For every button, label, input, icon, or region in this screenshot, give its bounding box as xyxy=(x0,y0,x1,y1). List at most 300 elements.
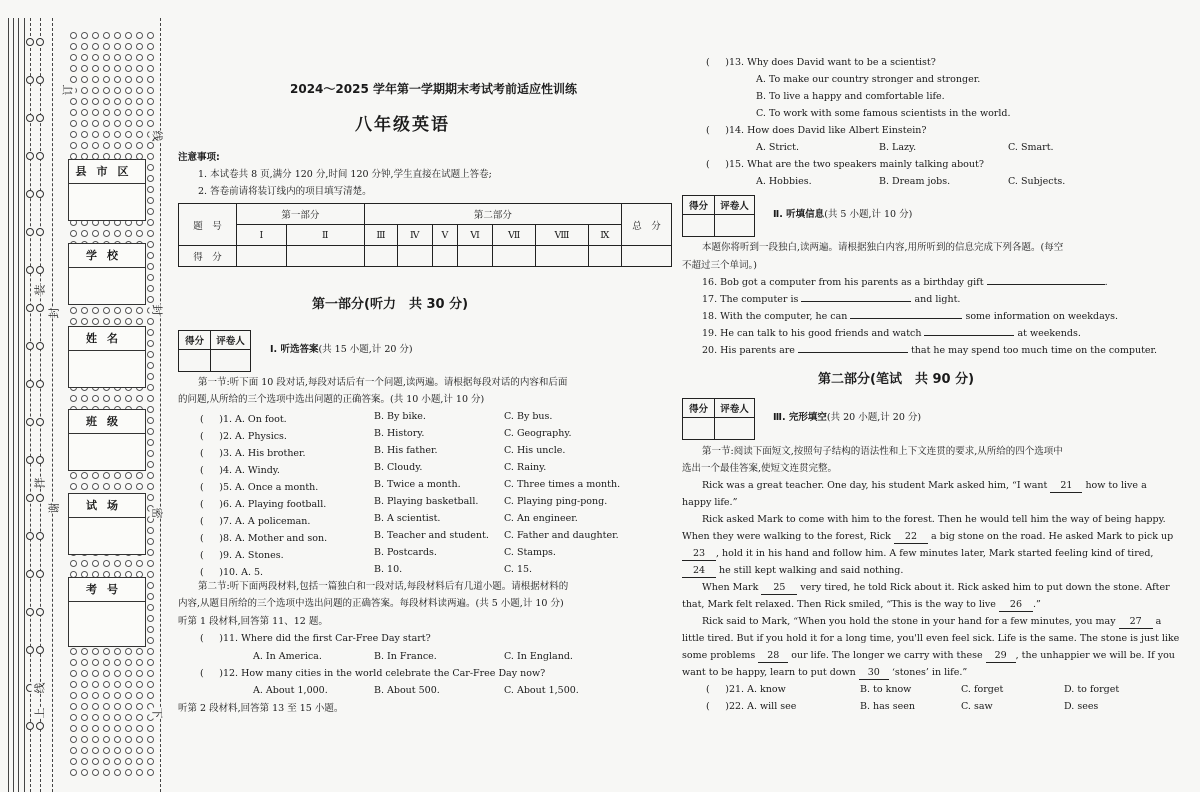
cut-mark: 拌 xyxy=(33,477,47,489)
binding-dot xyxy=(103,736,110,743)
binding-dot xyxy=(147,417,154,424)
fill-17 xyxy=(702,294,960,306)
passage-line xyxy=(702,582,1170,595)
fill-18-text-a: 18. With the computer, he can xyxy=(702,311,848,322)
q10-stem[interactable]: ( )10. A. 5. xyxy=(200,567,264,578)
blank-21[interactable]: 21 xyxy=(1050,480,1082,493)
binding-dot xyxy=(103,98,110,105)
county-label: 县市区 xyxy=(69,160,145,184)
binding-dot xyxy=(136,560,143,567)
binding-dot xyxy=(114,109,121,116)
binding-dot xyxy=(81,648,88,655)
binding-dot xyxy=(114,747,121,754)
binding-hole xyxy=(26,266,34,274)
binding-hole xyxy=(26,570,34,578)
numeral-cell: Ⅲ xyxy=(364,225,397,246)
binding-dot xyxy=(147,32,154,39)
binding-dot xyxy=(125,714,132,721)
binding-dot xyxy=(114,120,121,127)
binding-dot xyxy=(147,362,154,369)
binding-dot xyxy=(136,98,143,105)
binding-dot xyxy=(147,769,154,776)
binding-hole xyxy=(36,152,44,160)
binding-dot xyxy=(136,318,143,325)
binding-dot xyxy=(125,109,132,116)
binding-dot xyxy=(147,175,154,182)
binding-hole xyxy=(36,304,44,312)
q3-stem[interactable]: ( )3. A. His brother. xyxy=(200,448,306,459)
binding-dot xyxy=(147,98,154,105)
fill-20-blank[interactable] xyxy=(798,352,908,353)
binding-dot xyxy=(147,395,154,402)
binding-dot xyxy=(81,307,88,314)
binding-dot xyxy=(81,54,88,61)
binding-dot xyxy=(92,483,99,490)
binding-dot xyxy=(147,373,154,380)
blank-22[interactable]: 22 xyxy=(894,531,928,544)
binding-dot xyxy=(136,648,143,655)
binding-dot xyxy=(81,131,88,138)
binding-dot xyxy=(92,758,99,765)
score-input[interactable] xyxy=(492,246,535,267)
binding-dot xyxy=(92,307,99,314)
binding-dot xyxy=(114,769,121,776)
binding-dot xyxy=(136,76,143,83)
q10-option-b[interactable]: B. 10. xyxy=(374,564,403,575)
binding-dot xyxy=(70,560,77,567)
binding-dot xyxy=(136,65,143,72)
blank-30[interactable]: 30 xyxy=(859,667,889,680)
binding-dot xyxy=(114,54,121,61)
subject-title: 八年级英语 xyxy=(355,115,450,135)
q7-option-b[interactable]: B. A scientist. xyxy=(374,513,441,524)
binding-dot xyxy=(125,131,132,138)
binding-dot xyxy=(70,648,77,655)
q22-option-b[interactable]: B. has seen xyxy=(860,701,915,712)
passage-text: Rick said to Mark, “When you hold the stone in your hand for a few minutes, you may xyxy=(702,616,1116,627)
binding-dot xyxy=(147,439,154,446)
fill-17-text-a: 17. The computer is xyxy=(702,294,799,305)
total-input[interactable] xyxy=(622,246,672,267)
binding-dot xyxy=(114,758,121,765)
binding-dot xyxy=(92,43,99,50)
binding-hole xyxy=(26,304,34,312)
blank-27[interactable]: 27 xyxy=(1119,616,1153,629)
q15-option-a[interactable]: A. Hobbies. xyxy=(756,176,812,187)
score-input[interactable] xyxy=(398,246,432,267)
blank-23[interactable]: 23 xyxy=(682,548,716,561)
q11-stem[interactable]: ( )11. Where did the first Car-Free Day start? xyxy=(200,633,431,644)
q13-stem[interactable]: ( )13. Why does David want to be a scientist? xyxy=(706,57,936,68)
passage-text: When Mark xyxy=(702,582,759,593)
q8-stem[interactable]: ( )8. A. Mother and son. xyxy=(200,533,328,544)
q4-option-b[interactable]: B. Cloudy. xyxy=(374,462,423,473)
q2-stem[interactable]: ( )2. A. Physics. xyxy=(200,431,287,442)
class-field[interactable] xyxy=(68,409,146,471)
q3-option-b[interactable]: B. His father. xyxy=(374,445,438,456)
q13-option-a[interactable]: A. To make our country stronger and stronger. xyxy=(756,74,981,85)
binding-dot xyxy=(92,747,99,754)
binding-dot xyxy=(147,692,154,699)
q11-option-b[interactable]: B. In France. xyxy=(374,651,437,662)
q8-option-c[interactable]: C. Father and daughter. xyxy=(504,530,619,541)
binding-dot xyxy=(103,142,110,149)
binding-dot xyxy=(103,32,110,39)
binding-dot xyxy=(114,736,121,743)
exam-number-label: 考号 xyxy=(69,578,145,602)
binding-dot xyxy=(114,681,121,688)
binding-dot xyxy=(136,703,143,710)
binding-dot xyxy=(147,681,154,688)
binding-dot xyxy=(136,670,143,677)
binding-dot xyxy=(81,670,88,677)
exam-room-field[interactable] xyxy=(68,493,146,555)
binding-hole xyxy=(26,342,34,350)
binding-line xyxy=(8,18,9,792)
fill-19-blank[interactable] xyxy=(924,335,1014,336)
binding-dot xyxy=(136,54,143,61)
jie1-line-a: 第一节:听下面 10 段对话,每段对话后有一个问题,读两遍。请根据每段对话的内容和后面 xyxy=(198,377,568,388)
class-label: 班级 xyxy=(69,410,145,434)
binding-hole xyxy=(36,456,44,464)
binding-dot xyxy=(125,142,132,149)
binding-dot xyxy=(81,769,88,776)
passage-text: a xyxy=(1155,616,1162,627)
q4-stem[interactable]: ( )4. A. Windy. xyxy=(200,465,280,476)
q2-option-b[interactable]: B. History. xyxy=(374,428,425,439)
grader-name-input[interactable] xyxy=(211,350,251,372)
binding-dot xyxy=(136,131,143,138)
q21-option-c[interactable]: C. forget xyxy=(961,684,1004,695)
binding-dot xyxy=(92,472,99,479)
fill-20-text-a: 20. His parents are xyxy=(702,345,795,356)
binding-dot xyxy=(70,659,77,666)
binding-dot xyxy=(70,758,77,765)
binding-dot xyxy=(147,758,154,765)
passage-text: , the unhappier we will be. If you xyxy=(1015,650,1175,661)
binding-dot xyxy=(114,142,121,149)
binding-dot xyxy=(92,65,99,72)
passage-text: that, Mark felt relaxed. Then Rick smiled, “This is the way to live xyxy=(682,599,996,610)
passage-text: our life. The longer we carry with these xyxy=(791,650,983,661)
binding-dot xyxy=(70,395,77,402)
grader-score-input[interactable] xyxy=(179,350,211,372)
binding-dot xyxy=(70,769,77,776)
binding-dot xyxy=(92,131,99,138)
binding-dot xyxy=(81,747,88,754)
binding-dot xyxy=(70,670,77,677)
binding-dot xyxy=(147,472,154,479)
q22-option-c[interactable]: C. saw xyxy=(961,701,993,712)
q15-option-c[interactable]: C. Subjects. xyxy=(1008,176,1066,187)
score-input[interactable] xyxy=(286,246,364,267)
passage-text: very tired, he told Rick about it. Rick asked him to put down the stone. After xyxy=(800,582,1170,593)
binding-dot xyxy=(81,142,88,149)
binding-dot xyxy=(81,714,88,721)
binding-dot xyxy=(103,747,110,754)
binding-dot xyxy=(147,109,154,116)
binding-dot xyxy=(81,560,88,567)
binding-dot xyxy=(114,76,121,83)
q5-option-b[interactable]: B. Twice a month. xyxy=(374,479,461,490)
score-input[interactable] xyxy=(364,246,397,267)
binding-dot xyxy=(136,395,143,402)
binding-dot xyxy=(147,142,154,149)
section3-note: (共 20 小题,计 20 分) xyxy=(826,412,922,423)
q11-option-c[interactable]: C. In England. xyxy=(504,651,573,662)
blank-29[interactable]: 29 xyxy=(986,650,1016,663)
binding-dot xyxy=(147,285,154,292)
numeral-cell: Ⅷ xyxy=(536,225,588,246)
binding-dot xyxy=(81,703,88,710)
binding-hole xyxy=(36,532,44,540)
binding-hole xyxy=(36,380,44,388)
q11-option-a[interactable]: A. In America. xyxy=(253,651,322,662)
binding-dot xyxy=(70,65,77,72)
binding-dot xyxy=(125,395,132,402)
q21-option-d[interactable]: D. to forget xyxy=(1064,684,1120,695)
binding-line xyxy=(24,18,25,792)
q22-stem[interactable]: ( )22. A. will see xyxy=(706,701,797,712)
binding-dot xyxy=(114,131,121,138)
binding-dot xyxy=(147,582,154,589)
fill-16-blank[interactable] xyxy=(987,284,1105,285)
binding-dot xyxy=(70,714,77,721)
binding-dot xyxy=(92,318,99,325)
binding-hole xyxy=(26,494,34,502)
grader-score-input[interactable] xyxy=(683,418,715,440)
county-field[interactable] xyxy=(68,159,146,221)
binding-dot xyxy=(81,692,88,699)
cut-mark: 装 xyxy=(33,284,47,296)
binding-dot xyxy=(125,76,132,83)
binding-hole xyxy=(26,114,34,122)
q14-option-c[interactable]: C. Smart. xyxy=(1008,142,1054,153)
score-input[interactable] xyxy=(588,246,621,267)
q1-option-b[interactable]: B. By bike. xyxy=(374,411,426,422)
grader-name-input[interactable] xyxy=(715,418,755,440)
blank-26[interactable]: 26 xyxy=(999,599,1033,612)
q7-option-c[interactable]: C. An engineer. xyxy=(504,513,578,524)
q12-option-b[interactable]: B. About 500. xyxy=(374,685,440,696)
binding-dot xyxy=(70,736,77,743)
binding-dot xyxy=(70,131,77,138)
binding-dot xyxy=(92,670,99,677)
cut-line xyxy=(52,18,53,792)
q9-stem[interactable]: ( )9. A. Stones. xyxy=(200,550,284,561)
q21-stem[interactable]: ( )21. A. know xyxy=(706,684,786,695)
exam-room-label: 试场 xyxy=(69,494,145,518)
cut-mark: 线 xyxy=(150,130,164,142)
binding-dot xyxy=(136,109,143,116)
binding-dot xyxy=(114,43,121,50)
q13-option-b[interactable]: B. To live a happy and comfortable life. xyxy=(756,91,945,102)
grader-name-input[interactable] xyxy=(715,215,755,237)
binding-dot xyxy=(147,197,154,204)
notice-2: 2. 答卷前请将装订线内的项目填写清楚。 xyxy=(198,186,372,197)
binding-dot xyxy=(125,54,132,61)
school-label: 学校 xyxy=(69,244,145,268)
binding-dot xyxy=(114,230,121,237)
binding-dot xyxy=(147,384,154,391)
binding-dot xyxy=(125,483,132,490)
passage-text: how to live a xyxy=(1085,480,1147,491)
q6-stem[interactable]: ( )6. A. Playing football. xyxy=(200,499,327,510)
binding-dot xyxy=(103,769,110,776)
binding-dot xyxy=(147,153,154,160)
binding-dot xyxy=(136,769,143,776)
passage-line xyxy=(682,650,1175,663)
q1-option-c[interactable]: C. By bus. xyxy=(504,411,553,422)
binding-dot xyxy=(103,109,110,116)
q8-option-b[interactable]: B. Teacher and student. xyxy=(374,530,489,541)
q15-stem[interactable]: ( )15. What are the two speakers mainly talking about? xyxy=(706,159,984,170)
binding-dot xyxy=(125,703,132,710)
q15-option-b[interactable]: B. Dream jobs. xyxy=(879,176,951,187)
q12-option-a[interactable]: A. About 1,000. xyxy=(253,685,328,696)
score-input[interactable] xyxy=(432,246,458,267)
binding-dot xyxy=(92,120,99,127)
name-label: 姓名 xyxy=(69,327,145,351)
score-input[interactable] xyxy=(458,246,493,267)
cut-mark: 下 xyxy=(150,707,164,719)
binding-dot xyxy=(81,758,88,765)
q1-stem[interactable]: ( )1. A. On foot. xyxy=(200,414,287,425)
passage-line: happy life.” xyxy=(682,497,738,508)
q9-option-b[interactable]: B. Postcards. xyxy=(374,547,437,558)
q9-option-c[interactable]: C. Stamps. xyxy=(504,547,556,558)
cut-mark: 密 xyxy=(150,507,164,519)
numeral-cell: Ⅴ xyxy=(432,225,458,246)
binding-dot xyxy=(147,538,154,545)
passage-line xyxy=(682,548,1153,561)
passage-line xyxy=(682,599,1041,612)
q3-option-c[interactable]: C. His uncle. xyxy=(504,445,566,456)
section2-inst-a: 本题你将听到一段独白,读两遍。请根据独白内容,用所听到的信息完成下列各题。(每空 xyxy=(702,242,1064,253)
binding-dot xyxy=(147,120,154,127)
binding-dot xyxy=(147,736,154,743)
q21-option-b[interactable]: B. to know xyxy=(860,684,912,695)
binding-dot xyxy=(103,318,110,325)
binding-dot xyxy=(114,670,121,677)
passage-line xyxy=(702,480,1147,493)
numeral-cell: Ⅸ xyxy=(588,225,621,246)
notice-1: 1. 本试卷共 8 页,满分 120 分,时间 120 分钟,学生直接在试题上答卷; xyxy=(198,169,492,180)
part1-title: 第一部分(听力 共 30 分) xyxy=(312,297,469,312)
binding-hole xyxy=(36,418,44,426)
score-input[interactable] xyxy=(237,246,287,267)
q14-option-a[interactable]: A. Strict. xyxy=(756,142,799,153)
q5-option-c[interactable]: C. Three times a month. xyxy=(504,479,621,490)
fill-18-blank[interactable] xyxy=(850,318,962,319)
blank-24[interactable]: 24 xyxy=(682,565,716,578)
binding-dot xyxy=(114,714,121,721)
binding-dot xyxy=(125,32,132,39)
grader-score-input[interactable] xyxy=(683,215,715,237)
binding-dot xyxy=(114,703,121,710)
grader-score-label: 得分 xyxy=(683,196,715,215)
binding-dot xyxy=(70,318,77,325)
binding-dot xyxy=(103,659,110,666)
q4-option-c[interactable]: C. Rainy. xyxy=(504,462,547,473)
binding-dot xyxy=(125,736,132,743)
binding-dot xyxy=(114,32,121,39)
binding-dot xyxy=(70,703,77,710)
q12-stem[interactable]: ( )12. How many cities in the world celebrate the Car-Free Day now? xyxy=(200,668,546,679)
binding-dot xyxy=(125,681,132,688)
binding-dot xyxy=(125,318,132,325)
cut-mark: 线 xyxy=(33,682,47,694)
exam-number-field[interactable] xyxy=(68,577,146,647)
binding-dot xyxy=(81,736,88,743)
binding-dot xyxy=(92,54,99,61)
binding-dot xyxy=(114,98,121,105)
q7-stem[interactable]: ( )7. A. A policeman. xyxy=(200,516,311,527)
q10-option-c[interactable]: C. 15. xyxy=(504,564,533,575)
school-field[interactable] xyxy=(68,243,146,305)
grader-box xyxy=(682,195,755,237)
cloze-inst-b: 选出一个最佳答案,使短文连贯完整。 xyxy=(682,463,838,474)
jie2-line-b: 内容,从题目所给的三个选项中选出问题的正确答案。每段材料读两遍。(共 5 小题,计 10 分) xyxy=(178,598,564,609)
binding-hole xyxy=(26,532,34,540)
q6-option-b[interactable]: B. Playing basketball. xyxy=(374,496,479,507)
binding-dot xyxy=(103,483,110,490)
binding-dot xyxy=(81,109,88,116)
binding-hole xyxy=(36,494,44,502)
binding-dot xyxy=(125,560,132,567)
binding-hole xyxy=(26,228,34,236)
binding-dot xyxy=(147,54,154,61)
section1-title: Ⅰ. 听选答案 xyxy=(270,344,319,355)
blank-28[interactable]: 28 xyxy=(758,650,788,663)
q2-option-c[interactable]: C. Geography. xyxy=(504,428,572,439)
cut-mark: 封 xyxy=(150,304,164,316)
binding-dot xyxy=(70,681,77,688)
binding-dot xyxy=(103,725,110,732)
binding-dot xyxy=(147,494,154,501)
q13-option-c[interactable]: C. To work with some famous scientists in the world. xyxy=(756,108,1011,119)
binding-hole xyxy=(26,418,34,426)
binding-dot xyxy=(103,131,110,138)
q5-stem[interactable]: ( )5. A. Once a month. xyxy=(200,482,319,493)
blank-25[interactable]: 25 xyxy=(761,582,797,595)
score-input[interactable] xyxy=(536,246,588,267)
binding-dot xyxy=(70,142,77,149)
binding-dot xyxy=(147,87,154,94)
binding-dot xyxy=(114,483,121,490)
jie2-line-a: 第二节:听下面两段材料,包括一篇独白和一段对话,每段材料后有几道小题。请根据材料的 xyxy=(198,581,569,592)
binding-dot xyxy=(125,769,132,776)
binding-dot xyxy=(92,32,99,39)
cut-mark: 封 xyxy=(47,307,61,319)
q14-option-b[interactable]: B. Lazy. xyxy=(879,142,917,153)
binding-dot xyxy=(147,670,154,677)
binding-dot xyxy=(147,604,154,611)
binding-hole xyxy=(36,722,44,730)
q6-option-c[interactable]: C. Playing ping-pong. xyxy=(504,496,608,507)
fill-17-blank[interactable] xyxy=(801,301,911,302)
q22-option-d[interactable]: D. sees xyxy=(1064,701,1099,712)
passage-line xyxy=(702,616,1161,629)
binding-hole xyxy=(36,76,44,84)
name-field[interactable] xyxy=(68,326,146,388)
binding-dot xyxy=(136,32,143,39)
binding-dot xyxy=(70,692,77,699)
q14-stem[interactable]: ( )14. How does David like Albert Einstein? xyxy=(706,125,927,136)
binding-dot xyxy=(125,98,132,105)
binding-dot xyxy=(81,659,88,666)
q12-option-c[interactable]: C. About 1,500. xyxy=(504,685,579,696)
